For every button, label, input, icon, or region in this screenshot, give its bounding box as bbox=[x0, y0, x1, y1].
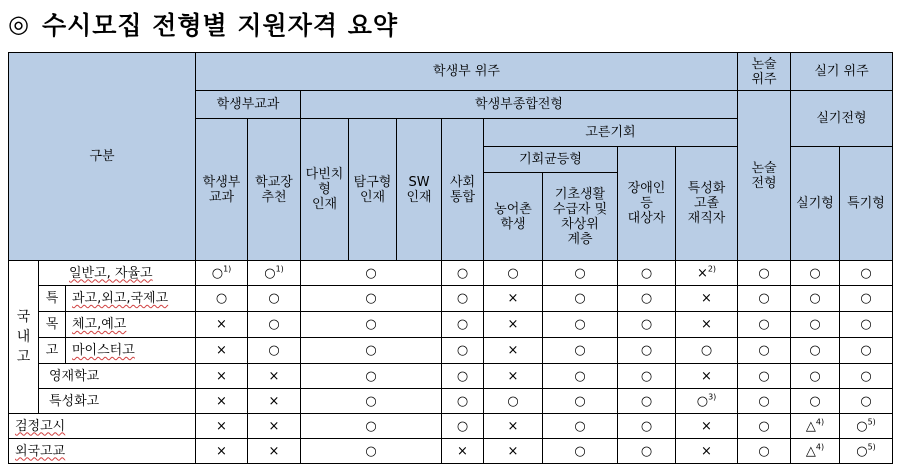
double-circle-icon: ◎ bbox=[8, 10, 30, 38]
value-cell bbox=[248, 312, 301, 338]
eligibility-mark: ○ bbox=[640, 368, 653, 384]
eligibility-mark: ○ bbox=[758, 418, 770, 434]
eligibility-mark: × bbox=[701, 368, 712, 384]
eligibility-mark: ○ bbox=[456, 418, 469, 434]
eligibility-mark: × bbox=[216, 343, 227, 358]
col-school-rec: 학교장 추천 bbox=[248, 119, 301, 261]
value-cell bbox=[840, 414, 893, 439]
eligibility-mark: ○ bbox=[456, 265, 469, 281]
header-hsb-wiju: 학생부 위주 bbox=[196, 53, 738, 91]
eligibility-mark: ○ bbox=[860, 393, 872, 409]
value-cell bbox=[442, 389, 484, 414]
value-cell bbox=[248, 414, 301, 439]
value-cell bbox=[676, 312, 738, 338]
value-cell bbox=[543, 286, 618, 312]
value-cell bbox=[301, 261, 442, 286]
eligibility-mark: ○ bbox=[758, 265, 770, 281]
col-basic: 기초생활 수급자 및 차상위 계층 bbox=[543, 173, 618, 261]
eligibility-mark: ○ bbox=[574, 368, 586, 384]
value-cell bbox=[738, 364, 791, 389]
value-cell bbox=[618, 439, 676, 464]
value-cell bbox=[618, 389, 676, 414]
value-cell bbox=[442, 286, 484, 312]
side-label-special: 특 bbox=[39, 286, 66, 311]
value-cell bbox=[618, 261, 676, 286]
value-cell bbox=[840, 389, 893, 414]
eligibility-mark: ○ bbox=[758, 291, 770, 306]
eligibility-mark: ○ bbox=[574, 291, 586, 306]
value-cell bbox=[676, 286, 738, 312]
eligibility-mark: ○ bbox=[456, 343, 469, 358]
value-cell bbox=[618, 312, 676, 338]
eligibility-mark: ○ bbox=[215, 291, 228, 306]
title-text: 수시모집 전형별 지원자격 요약 bbox=[41, 11, 399, 40]
value-cell bbox=[248, 338, 301, 364]
eligibility-mark: × bbox=[701, 418, 712, 434]
eligibility-mark: × bbox=[507, 418, 519, 434]
header-hsb-gyogwa: 학생부교과 bbox=[196, 91, 301, 119]
value-cell bbox=[840, 364, 893, 389]
value-cell bbox=[442, 439, 484, 464]
eligibility-mark: ○ bbox=[809, 368, 821, 384]
col-tamgu: 탐구형 인재 bbox=[349, 119, 397, 261]
eligibility-mark: ○ bbox=[758, 393, 770, 409]
value-cell bbox=[196, 389, 248, 414]
value-cell bbox=[196, 338, 248, 364]
eligibility-mark: ○ bbox=[456, 368, 469, 384]
value-cell bbox=[676, 439, 738, 464]
eligibility-mark: ○ bbox=[809, 317, 821, 332]
eligibility-mark: ○ bbox=[758, 368, 770, 384]
col-silgi: 실기형 bbox=[791, 147, 840, 261]
eligibility-mark: ○ bbox=[758, 343, 770, 358]
value-cell bbox=[248, 286, 301, 312]
footnote-ref: 5) bbox=[867, 417, 876, 427]
header-gihoe-gyundeung: 기회균등형 bbox=[484, 147, 618, 173]
row-label: 영재학교 bbox=[39, 364, 196, 389]
eligibility-mark: ○ bbox=[700, 343, 713, 358]
value-cell bbox=[442, 414, 484, 439]
eligibility-mark: ○ bbox=[860, 291, 872, 306]
value-cell bbox=[543, 364, 618, 389]
eligibility-table bbox=[8, 52, 893, 464]
col-rural: 농어촌 학생 bbox=[484, 173, 543, 261]
eligibility-mark: × bbox=[268, 368, 280, 384]
eligibility-mark: ○ bbox=[268, 317, 280, 332]
eligibility-mark: × bbox=[216, 443, 227, 459]
row-label: 검정고시 bbox=[9, 414, 196, 439]
value-cell bbox=[196, 439, 248, 464]
col-hsb-gyogwa: 학생부 교과 bbox=[196, 119, 248, 261]
value-cell bbox=[196, 286, 248, 312]
value-cell bbox=[738, 286, 791, 312]
col-dabin: 다빈치 형 인재 bbox=[301, 119, 349, 261]
eligibility-mark: ○ bbox=[365, 343, 377, 358]
eligibility-mark: ○ bbox=[860, 265, 872, 281]
value-cell bbox=[840, 439, 893, 464]
col-teukgi: 특기형 bbox=[840, 147, 893, 261]
value-cell bbox=[248, 364, 301, 389]
value-cell bbox=[676, 261, 738, 286]
value-cell bbox=[676, 389, 738, 414]
footnote-ref: 3) bbox=[708, 392, 717, 402]
value-cell bbox=[484, 414, 543, 439]
value-cell bbox=[791, 286, 840, 312]
value-cell bbox=[301, 312, 442, 338]
value-cell bbox=[484, 389, 543, 414]
value-cell bbox=[840, 261, 893, 286]
value-cell bbox=[791, 439, 840, 464]
eligibility-mark: ○ bbox=[860, 317, 872, 332]
eligibility-mark: ○ bbox=[860, 343, 872, 358]
value-cell bbox=[484, 312, 543, 338]
value-cell bbox=[543, 414, 618, 439]
footnote-ref: 4) bbox=[815, 417, 825, 427]
eligibility-mark: ○ bbox=[640, 291, 653, 306]
value-cell bbox=[840, 312, 893, 338]
header-goreun-gihoe: 고른기회 bbox=[484, 119, 738, 147]
value-cell bbox=[676, 364, 738, 389]
eligibility-mark: ○ bbox=[640, 265, 653, 281]
eligibility-mark: × bbox=[507, 343, 519, 358]
value-cell bbox=[248, 439, 301, 464]
col-specialized: 특성화 고졸 재직자 bbox=[676, 147, 738, 261]
value-cell bbox=[301, 389, 442, 414]
value-cell bbox=[618, 286, 676, 312]
value-cell bbox=[301, 286, 442, 312]
value-cell bbox=[301, 364, 442, 389]
header-silgi-wiju: 실기 위주 bbox=[791, 53, 893, 91]
value-cell bbox=[543, 439, 618, 464]
eligibility-mark: × bbox=[268, 443, 280, 459]
value-cell bbox=[301, 414, 442, 439]
row-label: 고 마이스터고 bbox=[39, 338, 196, 364]
eligibility-mark: ○ bbox=[365, 418, 377, 434]
value-cell bbox=[840, 338, 893, 364]
value-cell bbox=[442, 261, 484, 286]
value-cell bbox=[791, 312, 840, 338]
value-cell bbox=[484, 261, 543, 286]
value-cell bbox=[301, 338, 442, 364]
eligibility-mark: ○ bbox=[365, 265, 377, 281]
value-cell bbox=[543, 261, 618, 286]
eligibility-mark: ○ bbox=[268, 343, 280, 358]
row-label: 목 체고,예고 bbox=[39, 312, 196, 338]
value-cell bbox=[738, 338, 791, 364]
header-gubun: 구분 bbox=[9, 53, 196, 261]
eligibility-mark: ○ bbox=[365, 443, 377, 459]
header-hsb-jonghap: 학생부종합전형 bbox=[301, 91, 738, 119]
value-cell bbox=[676, 338, 738, 364]
eligibility-mark: × bbox=[216, 418, 227, 434]
eligibility-mark: ○ bbox=[456, 317, 469, 332]
eligibility-mark: ○ bbox=[640, 418, 653, 434]
eligibility-mark: ○ bbox=[365, 393, 377, 409]
row-label: 일반고, 자율고 bbox=[39, 261, 196, 286]
col-disabled: 장애인 등 대상자 bbox=[618, 147, 676, 261]
row-label: 특 과고,외고,국제고 bbox=[39, 286, 196, 312]
eligibility-mark: ○ bbox=[574, 393, 586, 409]
eligibility-mark: ○ bbox=[758, 443, 770, 459]
eligibility-mark: ○ bbox=[574, 418, 586, 434]
eligibility-mark: × bbox=[701, 443, 712, 459]
footnote-ref: 1) bbox=[223, 264, 232, 274]
value-cell bbox=[248, 389, 301, 414]
eligibility-mark: × bbox=[507, 368, 519, 384]
eligibility-mark: ○ bbox=[574, 317, 586, 332]
eligibility-mark: × bbox=[216, 317, 227, 332]
footnote-ref: 2) bbox=[707, 264, 717, 274]
eligibility-mark: ○ bbox=[456, 393, 469, 409]
value-cell bbox=[484, 338, 543, 364]
value-cell bbox=[301, 439, 442, 464]
side-label-domestic: 국 내 고 bbox=[9, 261, 39, 414]
eligibility-mark: ○ bbox=[640, 443, 653, 459]
eligibility-mark: × bbox=[701, 291, 712, 306]
header-silgi-jeonhyeong: 실기전형 bbox=[791, 91, 893, 147]
eligibility-mark: ○ bbox=[365, 317, 377, 332]
value-cell bbox=[442, 338, 484, 364]
row-label: 외국고교 bbox=[9, 439, 196, 464]
eligibility-mark: × bbox=[507, 443, 519, 459]
eligibility-mark: △ bbox=[805, 443, 816, 459]
value-cell bbox=[791, 364, 840, 389]
value-cell bbox=[484, 364, 543, 389]
eligibility-mark: ○ bbox=[574, 443, 586, 459]
eligibility-mark: ○ bbox=[365, 368, 377, 384]
value-cell bbox=[791, 414, 840, 439]
eligibility-mark: ○ bbox=[574, 265, 586, 281]
header-nonsul-jeonhyeong: 논술 전형 bbox=[738, 91, 791, 261]
eligibility-mark: ○ bbox=[507, 265, 519, 281]
value-cell bbox=[196, 414, 248, 439]
col-sw: SW 인재 bbox=[397, 119, 442, 261]
value-cell bbox=[618, 364, 676, 389]
value-cell bbox=[442, 312, 484, 338]
eligibility-mark: ○ bbox=[264, 265, 276, 281]
value-cell bbox=[543, 389, 618, 414]
eligibility-mark: ○ bbox=[856, 418, 868, 434]
value-cell bbox=[676, 414, 738, 439]
value-cell bbox=[484, 286, 543, 312]
eligibility-mark: ○ bbox=[809, 393, 821, 409]
eligibility-mark: ○ bbox=[809, 291, 821, 306]
eligibility-mark: ○ bbox=[640, 343, 653, 358]
eligibility-mark: × bbox=[507, 317, 519, 332]
value-cell bbox=[196, 312, 248, 338]
page-title bbox=[8, 4, 398, 44]
eligibility-mark: ○ bbox=[758, 317, 770, 332]
value-cell bbox=[791, 261, 840, 286]
value-cell bbox=[543, 312, 618, 338]
value-cell bbox=[196, 364, 248, 389]
eligibility-mark: × bbox=[701, 317, 712, 332]
value-cell bbox=[442, 364, 484, 389]
eligibility-mark: × bbox=[268, 393, 280, 409]
eligibility-mark: ○ bbox=[574, 343, 586, 358]
value-cell bbox=[618, 338, 676, 364]
value-cell bbox=[738, 261, 791, 286]
value-cell bbox=[618, 414, 676, 439]
value-cell bbox=[738, 312, 791, 338]
eligibility-mark: ○ bbox=[365, 291, 377, 306]
eligibility-mark: ○ bbox=[809, 343, 821, 358]
eligibility-mark: × bbox=[696, 265, 708, 281]
value-cell bbox=[791, 338, 840, 364]
eligibility-mark: × bbox=[457, 443, 468, 459]
value-cell bbox=[196, 261, 248, 286]
value-cell bbox=[484, 439, 543, 464]
eligibility-mark: △ bbox=[805, 418, 816, 434]
eligibility-mark: ○ bbox=[268, 291, 280, 306]
eligibility-mark: ○ bbox=[856, 443, 868, 459]
eligibility-mark: ○ bbox=[640, 317, 653, 332]
col-social: 사회 통합 bbox=[442, 119, 484, 261]
eligibility-mark: × bbox=[216, 393, 227, 409]
eligibility-mark: ○ bbox=[456, 291, 469, 306]
footnote-ref: 1) bbox=[275, 264, 284, 274]
eligibility-mark: ○ bbox=[696, 393, 709, 409]
value-cell bbox=[738, 389, 791, 414]
value-cell bbox=[840, 286, 893, 312]
eligibility-mark: ○ bbox=[507, 393, 519, 409]
value-cell bbox=[738, 439, 791, 464]
eligibility-mark: × bbox=[268, 418, 280, 434]
footnote-ref: 4) bbox=[815, 442, 825, 452]
eligibility-mark: ○ bbox=[211, 265, 224, 281]
row-label: 특성화고 bbox=[39, 389, 196, 414]
header-nonsul-wiju: 논술 위주 bbox=[738, 53, 791, 91]
eligibility-mark: ○ bbox=[860, 368, 872, 384]
value-cell bbox=[791, 389, 840, 414]
footnote-ref: 5) bbox=[867, 442, 876, 452]
eligibility-mark: × bbox=[507, 291, 519, 306]
value-cell bbox=[543, 338, 618, 364]
value-cell bbox=[248, 261, 301, 286]
eligibility-mark: × bbox=[216, 368, 227, 384]
eligibility-mark: ○ bbox=[809, 265, 821, 281]
value-cell bbox=[738, 414, 791, 439]
eligibility-mark: ○ bbox=[640, 393, 653, 409]
